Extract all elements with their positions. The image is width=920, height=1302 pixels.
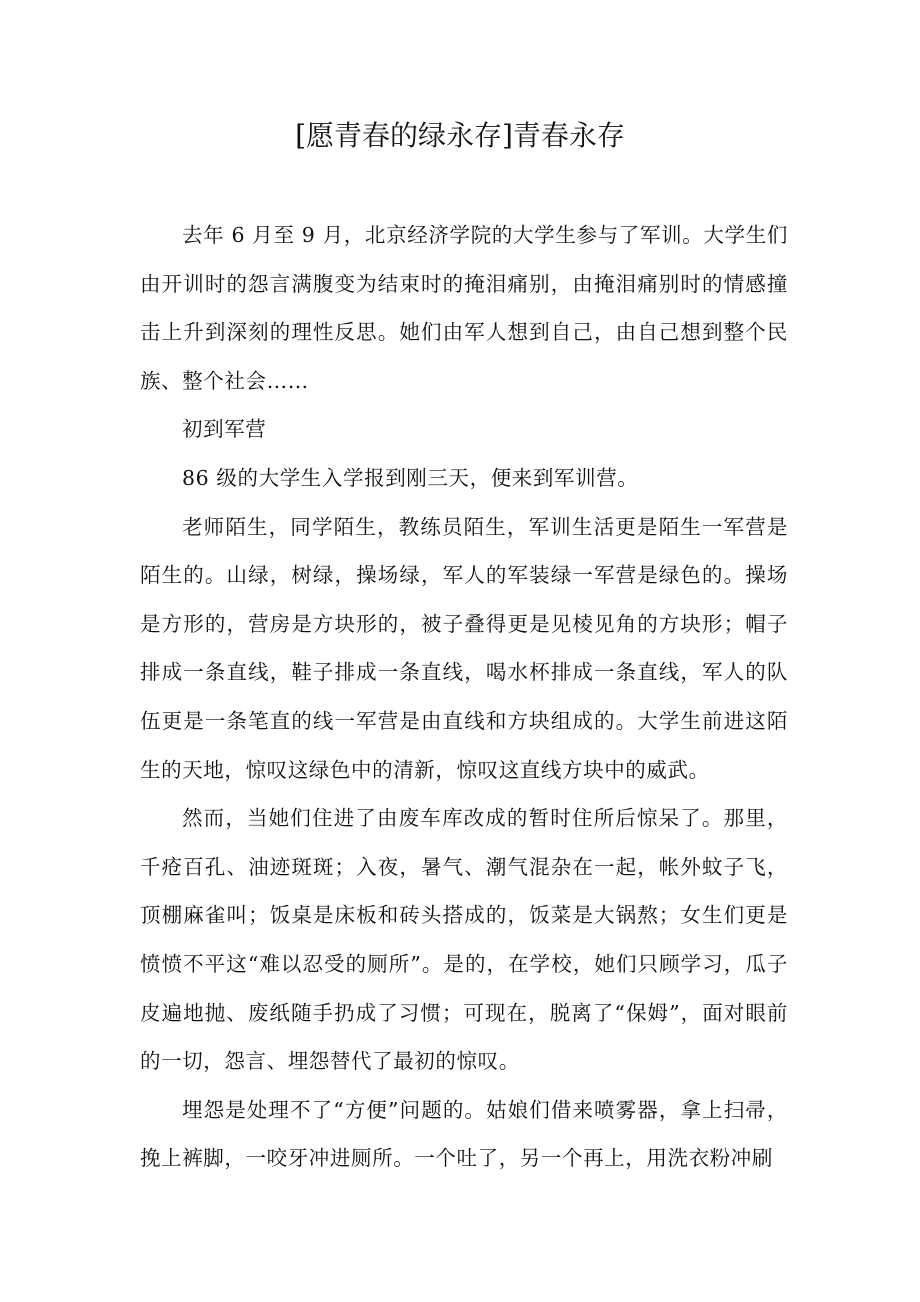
paragraph: 老师陌生，同学陌生，教练员陌生，军训生活更是陌生一军营是陌生的。山绿，树绿，操场绿，军人的军装绿一军营是绿色的。操场是方形的，营房是方块形的，被子叠得更是见棱见角的方块形；帽子排成一条直线，鞋子排成一条直线，喝水杯排成一条直线，军人的队伍更是一条笔直的线一军营是由直线和方块组成的。大学生前进这陌生的天地，惊叹这绿色中的清新，惊叹这直线方块中的威武。 xyxy=(140,514,788,782)
document-title: [愿青春的绿永存]青春永存 xyxy=(295,119,625,152)
paragraph-intro: 去年 6 月至 9 月，北京经济学院的大学生参与了军训。大学生们由开训时的怨言满腹变为结束时的掩泪痛别，由掩泪痛别时的情感撞击上升到深刻的理性反思。她们由军人想到自己，由自己想到整个民族、整个社会…… xyxy=(140,223,788,393)
paragraph: 然而，当她们住进了由废车库改成的暂时住所后惊呆了。那里，千疮百孔、油迹斑斑；入夜，暑气、潮气混杂在一起，帐外蚊子飞，顶棚麻雀叫；饭桌是床板和砖头搭成的，饭菜是大锅熬；女生们更是愤愤不平这“难以忍受的厕所”。是的，在学校，她们只顾学习，瓜子皮遍地抛、废纸随手扔成了习惯；可现在，脱离了“保姆”，面对眼前的一切，怨言、埋怨替代了最初的惊叹。 xyxy=(140,806,788,1074)
paragraph: 埋怨是处理不了“方便”问题的。姑娘们借来喷雾器，拿上扫帚，挽上裤脚，一咬牙冲进厕所。一个吐了，另一个再上，用洗衣粉冲刷 xyxy=(140,1097,788,1171)
section-heading: 初到军营 xyxy=(182,417,267,442)
document-body xyxy=(140,211,788,1183)
paragraph: 86 级的大学生入学报到刚三天，便来到军训营。 xyxy=(182,465,639,490)
